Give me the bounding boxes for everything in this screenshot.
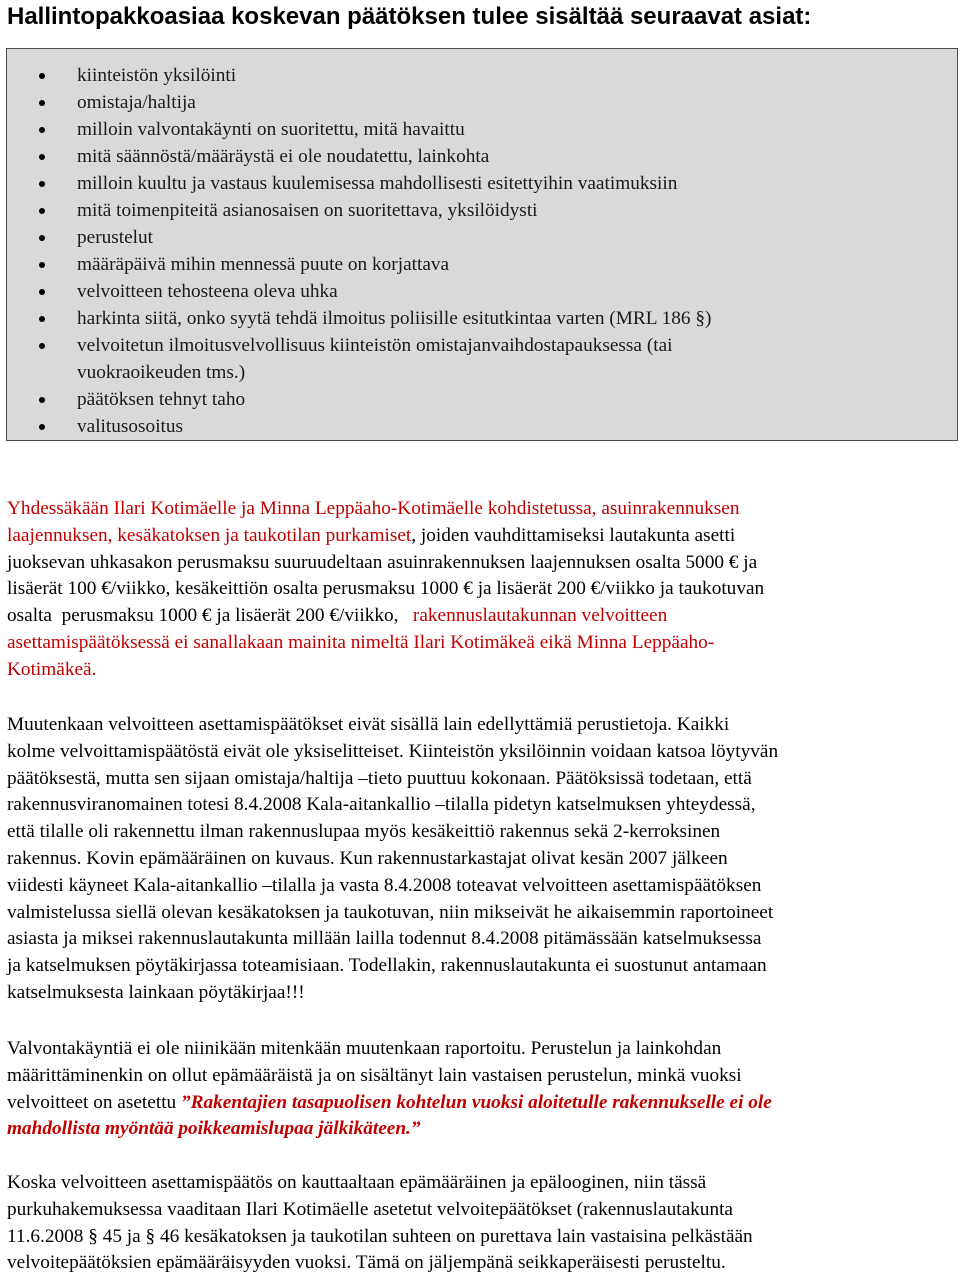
- emphasized-quote: ”Rakentajien tasapuolisen kohtelun vuoksi aloitetulle rakennukselle ei ole: [181, 1091, 772, 1113]
- list-item: [7, 413, 957, 440]
- list-item: [7, 116, 957, 143]
- list-item: [7, 224, 957, 251]
- list-item-text: mitä säännöstä/määräystä ei ole noudatettu, lainkohta: [77, 146, 490, 167]
- text-line: [7, 630, 955, 657]
- list-item-text: kiinteistön yksilöinti: [77, 65, 237, 86]
- page-heading: Hallintopakkoasiaa koskevan päätöksen tulee sisältää seuraavat asiat:: [7, 3, 812, 30]
- red-text: Yhdessäkään Ilari Kotimäelle ja Minna Leppäaho-Kotimäelle kohdistetussa, asuinrakennuksen: [7, 498, 740, 519]
- text-line: [7, 496, 955, 523]
- text-line: päätöksestä, mutta sen sijaan omistaja/haltija –tieto puuttuu kokonaan. Päätöksissä todetaan, että: [7, 767, 752, 789]
- list-item-text: vuokraoikeuden tms.): [77, 362, 246, 383]
- red-text: Kotimäkeä.: [7, 658, 97, 680]
- requirements-list: [7, 49, 957, 440]
- list-item-text: määräpäivä mihin mennessä puute on korjattava: [77, 254, 450, 275]
- text-line: rakennus. Kovin epämääräinen on kuvaus. Kun rakennustarkastajat olivat kesän 2007 jälkeen: [7, 847, 728, 869]
- bullet-icon: [39, 127, 45, 133]
- paragraph-3: [7, 1036, 955, 1143]
- paragraph-4: [7, 1170, 955, 1277]
- bullet-icon: [39, 424, 45, 430]
- text-line: purkuhakemuksessa vaaditaan Ilari Kotimäelle asetetut velvoitepäätökset (rakennuslautakunta: [7, 1198, 733, 1220]
- text-line: ja katselmuksen pöytäkirjassa toteamisiaan. Todellakin, rakennuslautakunta ei suostunut antamaan: [7, 955, 767, 977]
- text-line: katselmuksesta lainkaan pöytäkirjaa!!!: [7, 981, 305, 1003]
- text-line: Valvontakäyntiä ei ole niinikään mitenkään muutenkaan raportoitu. Perustelun ja lainkohdan: [7, 1038, 722, 1059]
- list-item-text: mitä toimenpiteitä asianosaisen on suoritettava, yksilöidysti: [77, 200, 538, 221]
- list-item: [7, 62, 957, 89]
- bullet-icon: [39, 181, 45, 187]
- text-line: [7, 657, 955, 684]
- bullet-icon: [39, 73, 45, 79]
- body-text: juoksevan uhkasakon perusmaksu suuruudeltaan asuinrakennuksen laajennuksen osalta 5000 € ja: [7, 551, 758, 573]
- text-line: [7, 576, 955, 603]
- bullet-icon: [39, 208, 45, 214]
- list-item-text: päätöksen tehnyt taho: [77, 389, 246, 410]
- text-line: että tilalle oli rakennettu ilman rakennuslupaa myös kesäkeittiö rakennus sekä 2-kerroksinen: [7, 821, 721, 843]
- text-line: Muutenkaan velvoitteen asettamispäätökset eivät sisällä lain edellyttämiä perustietoja. Kaikki: [7, 714, 730, 735]
- list-item-text: milloin valvontakäynti on suoritettu, mitä havaittu: [77, 119, 465, 140]
- list-item: [7, 251, 957, 278]
- list-item: [7, 170, 957, 197]
- requirements-box: [6, 48, 958, 441]
- body-text: osalta perusmaksu 1000 € ja lisäerät 200 €/viikko,: [7, 605, 413, 627]
- list-item: [7, 305, 957, 332]
- text-line: rakennusviranomainen totesi 8.4.2008 Kala-aitankallio –tilalla pidetyn katselmuksen yhteydessä,: [7, 794, 756, 816]
- paragraph-2: [7, 712, 955, 1007]
- paragraph-1: [7, 496, 955, 684]
- bullet-icon: [39, 262, 45, 268]
- list-item: [7, 143, 957, 170]
- text-line: velvoitepäätöksien epämääräisyyden vuoksi. Tämä on jäljempänä seikkaperäisesti perusteltu.: [7, 1252, 726, 1274]
- red-text: laajennuksen, kesäkatoksen ja taukotilan purkamiset: [7, 524, 412, 546]
- text-line: [7, 550, 955, 577]
- bullet-icon: [39, 289, 45, 295]
- list-item-text: valitusosoitus: [77, 416, 184, 437]
- list-item: [7, 197, 957, 224]
- list-item-text: perustelut: [77, 227, 154, 248]
- text-line: [7, 1116, 955, 1143]
- text-line: [7, 523, 955, 550]
- bullet-icon: [39, 343, 45, 349]
- list-item-text: velvoitteen tehosteena oleva uhka: [77, 281, 338, 302]
- text-line: 11.6.2008 § 45 ja § 46 kesäkatoksen ja taukotilan suhteen on purettava lain vastaisina pelkästään: [7, 1225, 753, 1247]
- text-line: kolme velvoittamispäätöstä eivät ole yksiselitteiset. Kiinteistön yksilöinnin voidaan katsoa löytyvän: [7, 740, 779, 762]
- body-text: lisäerät 100 €/viikko, kesäkeittiön osalta perusmaksu 1000 € ja lisäerät 200 €/viikko ja taukotuvan: [7, 578, 765, 600]
- text-line: valmistelussa siellä olevan kesäkatoksen ja taukotuvan, niin mikseivät he aikaisemmin raportoineet: [7, 901, 774, 923]
- list-item: [7, 89, 957, 116]
- text-line: asiasta ja miksei rakennuslautakunta millään lailla todennut 8.4.2008 pitämässään katselmuksessa: [7, 928, 762, 950]
- list-item-text: milloin kuultu ja vastaus kuulemisessa mahdollisesti esitettyihin vaatimuksiin: [77, 173, 678, 194]
- bullet-icon: [39, 235, 45, 241]
- red-text: asettamispäätöksessä ei sanallakaan mainita nimeltä Ilari Kotimäkeä eikä Minna Leppäaho-: [7, 631, 715, 653]
- list-item: [7, 278, 957, 305]
- red-text: rakennuslautakunnan velvoitteen: [412, 605, 668, 627]
- bullet-icon: [39, 316, 45, 322]
- list-item: [7, 386, 957, 413]
- bullet-icon: [39, 100, 45, 106]
- list-item: [7, 332, 957, 359]
- bullet-icon: [39, 154, 45, 160]
- body-text: , joiden vauhdittamiseksi lautakunta asetti: [411, 524, 736, 546]
- list-item-text: harkinta siitä, onko syytä tehdä ilmoitus poliisille esitutkintaa varten (MRL 186 §): [77, 308, 712, 329]
- body-text: velvoitteet on asetettu: [7, 1091, 182, 1113]
- text-line: Koska velvoitteen asettamispäätös on kauttaaltaan epämääräinen ja epälooginen, niin tässä: [7, 1172, 707, 1193]
- text-line: määrittäminenkin on ollut epämääräistä ja on sisältänyt lain vastaisen perustelun, minkä vuoksi: [7, 1064, 742, 1086]
- text-line: [7, 603, 955, 630]
- text-line: [7, 1090, 955, 1117]
- list-item-continuation: [7, 359, 957, 386]
- list-item-text: omistaja/haltija: [77, 92, 196, 113]
- emphasized-quote: mahdollista myöntää poikkeamislupaa jälkikäteen.”: [7, 1118, 421, 1140]
- bullet-icon: [39, 397, 45, 403]
- text-line: viidesti käyneet Kala-aitankallio –tilalla ja vasta 8.4.2008 toteavat velvoitteen asettamispäätöksen: [7, 874, 762, 896]
- list-item-text: velvoitetun ilmoitusvelvollisuus kiinteistön omistajanvaihdostapauksessa (tai: [77, 335, 673, 356]
